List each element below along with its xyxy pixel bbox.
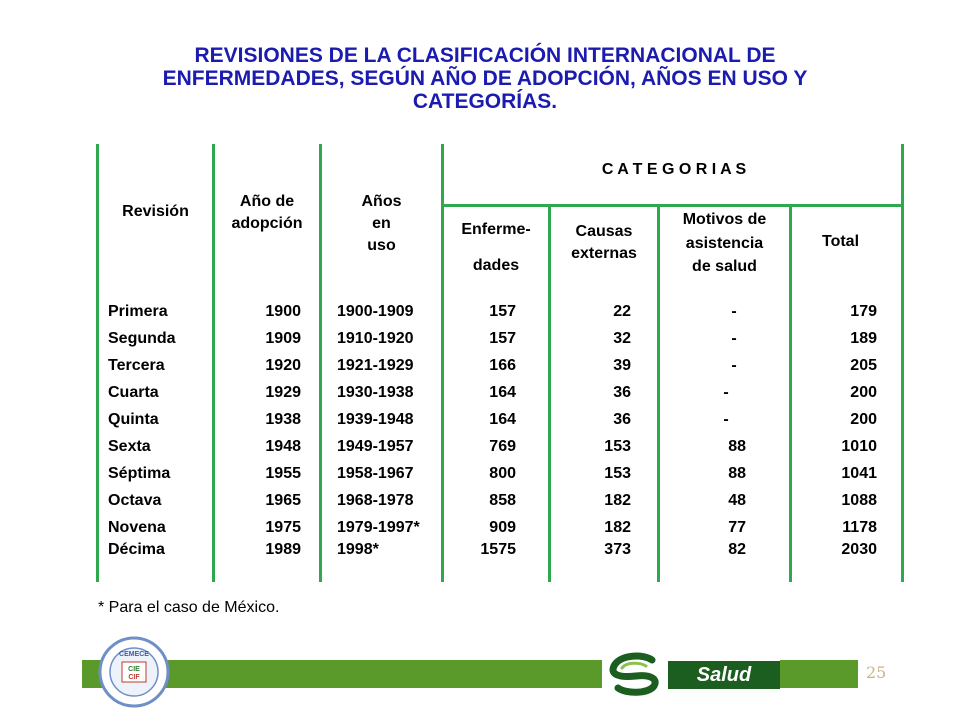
cell-external-causes: 373 bbox=[604, 541, 631, 558]
header-external-causes-line2: externas bbox=[571, 245, 637, 262]
header-total: Total bbox=[821, 233, 860, 250]
cell-external-causes: 153 bbox=[604, 465, 631, 482]
cell-diseases: 157 bbox=[489, 303, 516, 320]
cell-total: 200 bbox=[850, 411, 877, 428]
footer-bar-right bbox=[780, 660, 858, 688]
cell-revision: Décima bbox=[108, 541, 165, 558]
cell-revision: Novena bbox=[108, 519, 166, 536]
header-diseases-line1: Enferme- bbox=[461, 221, 531, 238]
header-diseases-line2: dades bbox=[472, 257, 520, 274]
header-external-causes-line1: Causas bbox=[575, 223, 633, 240]
cell-reasons: - bbox=[723, 411, 729, 428]
cell-year: 1938 bbox=[265, 411, 301, 428]
header-year-line2: adopción bbox=[231, 215, 303, 232]
cell-years-in-use: 1910-1920 bbox=[337, 330, 414, 347]
cell-reasons: - bbox=[731, 357, 737, 374]
cell-diseases: 769 bbox=[489, 438, 516, 455]
cell-reasons: 77 bbox=[728, 519, 746, 536]
header-reasons-line1: Motivos de bbox=[682, 211, 767, 228]
cell-reasons: - bbox=[731, 303, 737, 320]
cell-total: 189 bbox=[850, 330, 877, 347]
cell-diseases: 164 bbox=[489, 411, 516, 428]
cell-reasons: - bbox=[731, 330, 737, 347]
cell-external-causes: 36 bbox=[613, 411, 631, 428]
cell-years-in-use: 1949-1957 bbox=[337, 438, 414, 455]
cell-revision: Octava bbox=[108, 492, 162, 509]
cell-revision: Quinta bbox=[108, 411, 159, 428]
cell-year: 1909 bbox=[265, 330, 301, 347]
cell-total: 205 bbox=[850, 357, 877, 374]
cell-revision: Primera bbox=[108, 303, 168, 320]
cell-external-causes: 182 bbox=[604, 519, 631, 536]
seal-abbr-cif: CIF bbox=[128, 674, 140, 681]
cell-year: 1975 bbox=[265, 519, 301, 536]
cell-reasons: 88 bbox=[728, 465, 746, 482]
header-divider bbox=[441, 204, 904, 207]
seal-abbr-cie: CIE bbox=[128, 666, 140, 673]
cell-external-causes: 32 bbox=[613, 330, 631, 347]
cell-reasons: 48 bbox=[728, 492, 746, 509]
cell-years-in-use: 1930-1938 bbox=[337, 384, 414, 401]
cell-year: 1948 bbox=[265, 438, 301, 455]
cell-years-in-use: 1900-1909 bbox=[337, 303, 414, 320]
cell-year: 1920 bbox=[265, 357, 301, 374]
cell-diseases: 909 bbox=[489, 519, 516, 536]
seal-text: CEMECE bbox=[119, 651, 149, 658]
cell-total: 1178 bbox=[842, 519, 877, 536]
cell-revision: Séptima bbox=[108, 465, 171, 482]
cell-revision: Sexta bbox=[108, 438, 151, 455]
cell-year: 1965 bbox=[265, 492, 301, 509]
cell-diseases: 800 bbox=[489, 465, 516, 482]
cell-years-in-use: 1939-1948 bbox=[337, 411, 414, 428]
cell-year: 1989 bbox=[265, 541, 301, 558]
header-years-use-line1: Años bbox=[361, 193, 402, 210]
cell-total: 179 bbox=[850, 303, 877, 320]
header-year-line1: Año de bbox=[239, 193, 295, 210]
cell-total: 1088 bbox=[841, 492, 877, 509]
cell-years-in-use: 1921-1929 bbox=[337, 357, 414, 374]
cell-total: 1010 bbox=[841, 438, 877, 455]
cell-diseases: 157 bbox=[489, 330, 516, 347]
cell-diseases: 166 bbox=[489, 357, 516, 374]
footnote: * Para el caso de México. bbox=[98, 599, 280, 616]
cell-diseases: 858 bbox=[489, 492, 516, 509]
cell-years-in-use: 1968-1978 bbox=[337, 492, 414, 509]
cell-total: 200 bbox=[850, 384, 877, 401]
cell-reasons: 88 bbox=[728, 438, 746, 455]
header-revision: Revisión bbox=[122, 203, 189, 220]
cell-external-causes: 36 bbox=[613, 384, 631, 401]
salud-logo-icon bbox=[606, 652, 668, 696]
cell-years-in-use: 1998* bbox=[337, 541, 379, 558]
cell-years-in-use: 1958-1967 bbox=[337, 465, 414, 482]
cell-diseases: 164 bbox=[489, 384, 516, 401]
page-number: 25 bbox=[866, 663, 887, 682]
header-years-use-line3: uso bbox=[367, 237, 396, 254]
header-reasons-line2: asistencia bbox=[685, 235, 764, 252]
cell-years-in-use: 1979-1997* bbox=[337, 519, 420, 536]
cell-revision: Segunda bbox=[108, 330, 176, 347]
header-categories: C A T E G O R I A S bbox=[601, 161, 747, 178]
page-title: REVISIONES DE LA CLASIFICACIÓN INTERNACIONAL DE ENFERMEDADES, SEGÚN AÑO DE ADOPCIÓN, AÑOS EN USO Y CATEGORÍAS. bbox=[162, 44, 808, 113]
cell-external-causes: 153 bbox=[604, 438, 631, 455]
cell-total: 2030 bbox=[841, 541, 877, 558]
cell-external-causes: 39 bbox=[613, 357, 631, 374]
cell-year: 1955 bbox=[265, 465, 301, 482]
cell-year: 1900 bbox=[265, 303, 301, 320]
cell-external-causes: 22 bbox=[613, 303, 631, 320]
cell-external-causes: 182 bbox=[604, 492, 631, 509]
salud-brand: Salud bbox=[668, 661, 780, 689]
header-years-use-line2: en bbox=[372, 215, 391, 232]
cemece-seal-icon bbox=[98, 636, 170, 708]
cell-reasons: - bbox=[723, 384, 729, 401]
cell-revision: Cuarta bbox=[108, 384, 159, 401]
cell-total: 1041 bbox=[841, 465, 877, 482]
cell-revision: Tercera bbox=[108, 357, 165, 374]
cell-diseases: 1575 bbox=[480, 541, 516, 558]
header-reasons-line3: de salud bbox=[692, 258, 757, 275]
cell-reasons: 82 bbox=[728, 541, 746, 558]
cell-year: 1929 bbox=[265, 384, 301, 401]
